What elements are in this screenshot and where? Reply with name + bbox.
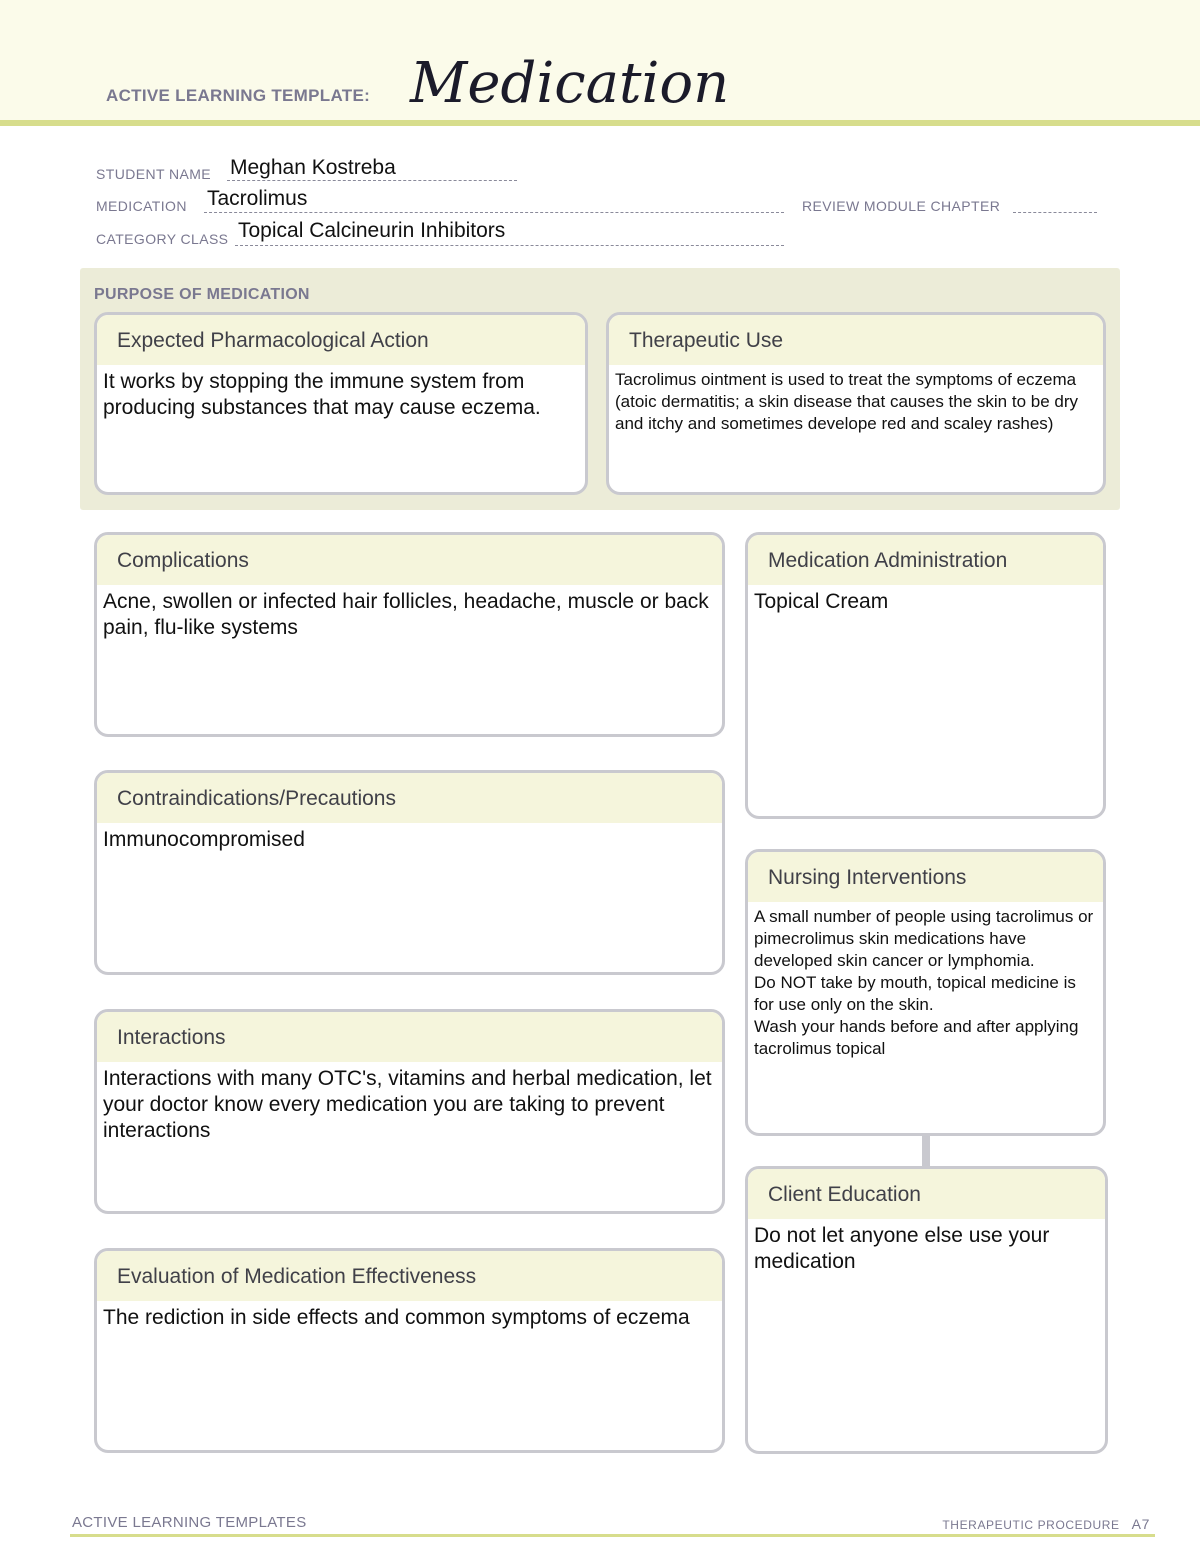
expected-action-title: Expected Pharmacological Action: [97, 315, 585, 365]
medication-label: MEDICATION: [96, 198, 187, 214]
template-label: ACTIVE LEARNING TEMPLATE:: [106, 86, 371, 105]
expected-action-text[interactable]: It works by stopping the immune system from producing substances that may cause eczema.: [103, 370, 541, 419]
purpose-label: PURPOSE OF MEDICATION: [94, 286, 310, 303]
nursing-interventions-text[interactable]: A small number of people using tacrolimus or pimecrolimus skin medications have developed skin cancer or lymphomia. Do NOT take by mouth, topical medicine is for use only on the skin. Wash your hands before and after applying tacrolimus topical: [754, 907, 1094, 1058]
footer-rule: [70, 1534, 1155, 1537]
contraindications-title: Contraindications/Precautions: [97, 773, 722, 823]
expected-action-box: [94, 312, 588, 495]
footer-section: THERAPEUTIC PROCEDURE: [942, 1518, 1120, 1532]
nursing-interventions-title: Nursing Interventions: [748, 852, 1103, 902]
student-name-label: STUDENT NAME: [96, 166, 211, 182]
header-rule: [0, 120, 1200, 126]
client-education-box: [745, 1166, 1108, 1454]
administration-title: Medication Administration: [748, 535, 1103, 585]
page-number: A7: [1131, 1516, 1150, 1532]
footer-right: [942, 1516, 1150, 1532]
interactions-text[interactable]: Interactions with many OTC's, vitamins and herbal medication, let your doctor know every medication you are taking to prevent interactions: [103, 1067, 712, 1142]
evaluation-title: Evaluation of Medication Effectiveness: [97, 1251, 722, 1301]
review-module-line: [1013, 212, 1097, 213]
contraindications-text[interactable]: Immunocompromised: [103, 828, 305, 851]
therapeutic-use-title: Therapeutic Use: [609, 315, 1103, 365]
evaluation-text[interactable]: The rediction in side effects and common symptoms of eczema: [103, 1306, 690, 1329]
nursing-interventions-box: [745, 849, 1106, 1136]
medication-field[interactable]: Tacrolimus: [207, 187, 308, 210]
administration-text[interactable]: Topical Cream: [754, 590, 889, 613]
therapeutic-use-box: [606, 312, 1106, 495]
administration-box: [745, 532, 1106, 819]
complications-title: Complications: [97, 535, 722, 585]
category-class-field[interactable]: Topical Calcineurin Inhibitors: [238, 219, 506, 242]
complications-text[interactable]: Acne, swollen or infected hair follicles, headache, muscle or back pain, flu-like systems: [103, 590, 709, 639]
client-education-title: Client Education: [748, 1169, 1105, 1219]
category-class-label: CATEGORY CLASS: [96, 231, 229, 247]
page-title: Medication: [410, 51, 730, 116]
student-name-line: [227, 180, 517, 181]
evaluation-box: [94, 1248, 725, 1453]
interactions-box: [94, 1009, 725, 1214]
box-connector: [922, 1134, 930, 1166]
category-class-line: [235, 245, 784, 246]
student-name-field[interactable]: Meghan Kostreba: [230, 156, 396, 179]
therapeutic-use-text[interactable]: Tacrolimus ointment is used to treat the symptoms of eczema (atoic dermatitis; a skin disease that causes the skin to be dry and itchy and sometimes develope red and scaley rashes): [615, 370, 1079, 433]
review-module-label: REVIEW MODULE CHAPTER: [802, 198, 1001, 214]
contraindications-box: [94, 770, 725, 975]
client-education-text[interactable]: Do not let anyone else use your medication: [754, 1224, 1050, 1273]
medication-line: [204, 212, 784, 213]
footer-left: ACTIVE LEARNING TEMPLATES: [72, 1514, 307, 1531]
interactions-title: Interactions: [97, 1012, 722, 1062]
complications-box: [94, 532, 725, 737]
